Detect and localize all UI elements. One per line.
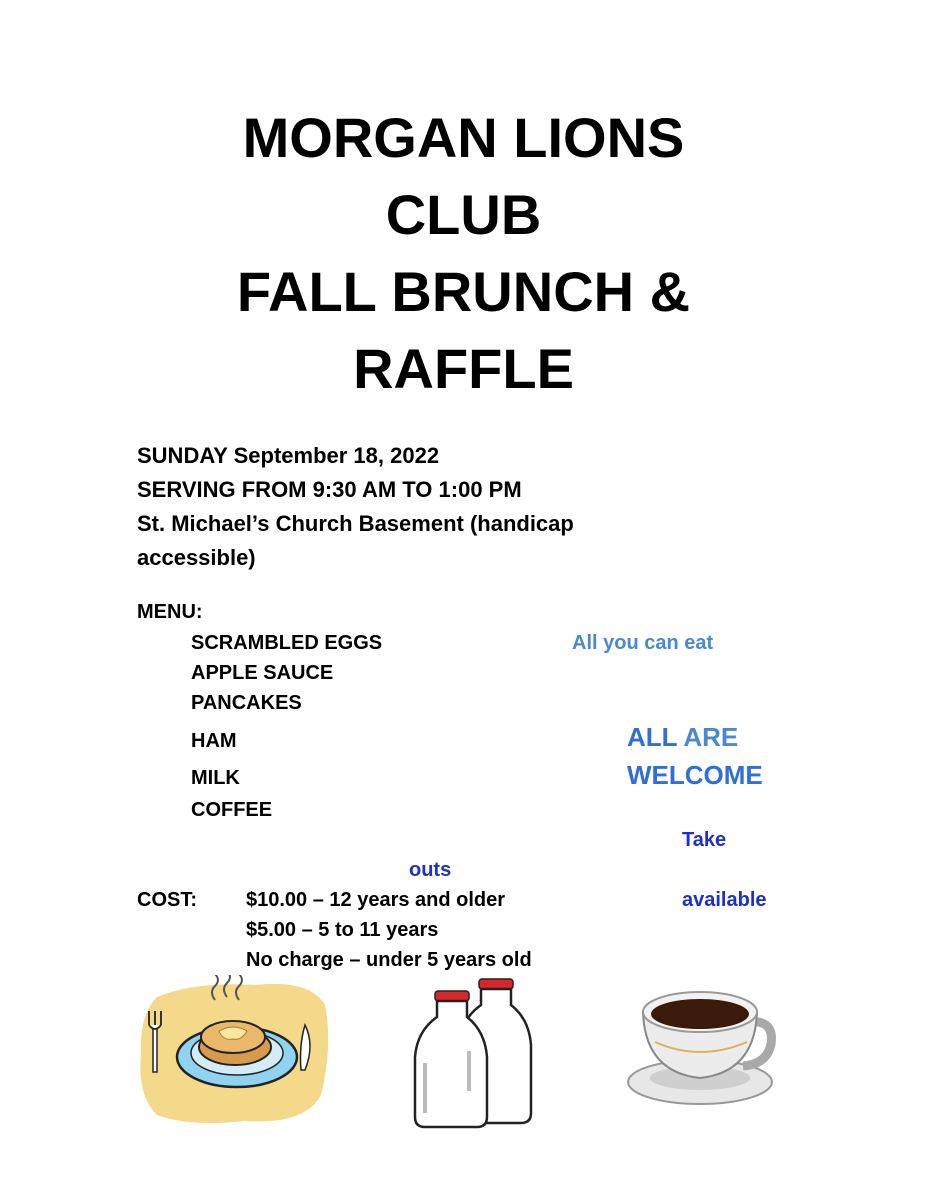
event-time: SERVING FROM 9:30 AM TO 1:00 PM (137, 477, 522, 502)
flyer-title (0, 102, 927, 410)
menu-item: HAM (191, 730, 237, 752)
menu-item: PANCAKES (191, 692, 302, 714)
event-location-cont: accessible) (137, 545, 256, 570)
title-line-1: MORGAN LIONS (242, 106, 685, 169)
cost-line: $5.00 – 5 to 11 years (246, 919, 439, 941)
welcome-are: ARE (683, 722, 739, 752)
title-line-2: CLUB (385, 183, 542, 246)
cost-line: No charge – under 5 years old (246, 949, 532, 971)
milk-bottles-icon (405, 975, 540, 1130)
title-line-3: FALL BRUNCH & (236, 260, 691, 323)
welcome-line-1 (627, 722, 738, 753)
welcome-line-2: WELCOME (627, 760, 763, 790)
all-you-can-eat-note: All you can eat (572, 632, 714, 654)
pancake-plate-icon (135, 975, 335, 1130)
takeouts-note-2: outs (409, 859, 452, 881)
title-line-4: RAFFLE (353, 337, 574, 400)
welcome-all: ALL (627, 722, 678, 752)
menu-label: MENU: (137, 601, 203, 623)
takeouts-note-3: available (682, 889, 767, 911)
menu-item: SCRAMBLED EGGS (191, 632, 383, 654)
coffee-cup-icon (625, 982, 790, 1112)
menu-item: MILK (191, 767, 240, 789)
menu-item: COFFEE (191, 799, 273, 821)
cost-label: COST: (137, 889, 197, 911)
menu-item: APPLE SAUCE (191, 662, 334, 684)
takeouts-note-1: Take (682, 829, 727, 851)
event-date: SUNDAY September 18, 2022 (137, 443, 440, 468)
event-location: St. Michael’s Church Basement (handicap (137, 511, 574, 536)
cost-line: $10.00 – 12 years and older (246, 889, 506, 911)
